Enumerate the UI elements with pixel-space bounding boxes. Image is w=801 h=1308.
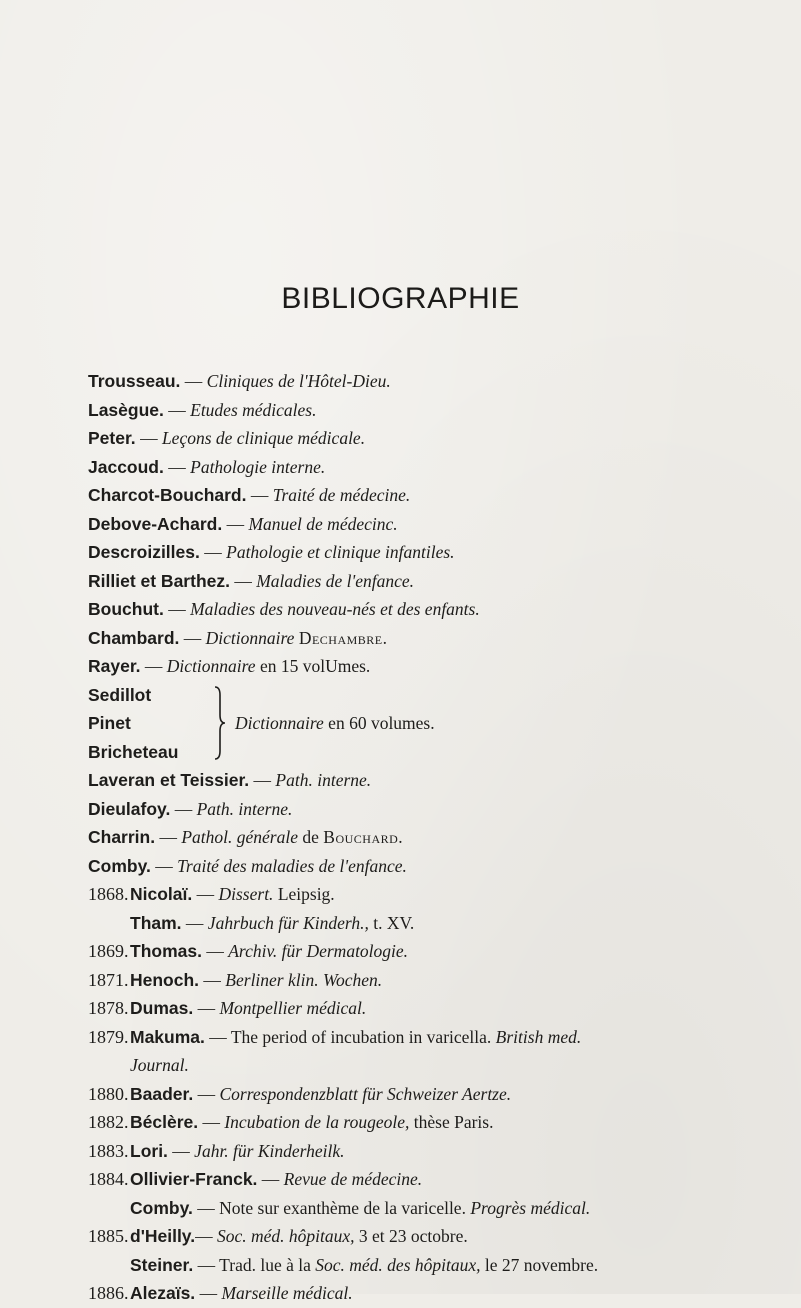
entry-author: Debove-Achard. (88, 513, 223, 534)
entry-details: Leipsig. (273, 884, 335, 904)
entry-author: Dieulafoy. (88, 798, 171, 819)
entry-year: 1871. (88, 969, 129, 990)
bibliography-entry (88, 1051, 189, 1079)
entry-year: 1882. (88, 1112, 129, 1132)
bibliography-entry (88, 937, 408, 965)
entry-separator: — (249, 770, 276, 790)
bibliography-entry (88, 481, 410, 509)
entry-work: Cliniques de l'Hôtel-Dieu. (206, 371, 391, 391)
entry-year: 1879. (88, 1026, 129, 1047)
entry-separator: — (199, 969, 226, 990)
bibliography-entry (88, 538, 455, 566)
entry-work: Dictionnaire (235, 713, 324, 733)
entry-details: en 15 volUmes. (255, 656, 371, 676)
entry-work: Leçons de clinique médicale. (161, 428, 366, 448)
entry-work: Dictionnaire (166, 656, 256, 676)
entry-author: Dumas. (130, 998, 194, 1018)
entry-work: Revue de médecine. (283, 1169, 423, 1189)
entry-work: Dissert. (218, 884, 274, 904)
entry-separator: — (204, 1026, 231, 1047)
entry-author: Ollivier-Franck. (130, 1169, 258, 1189)
entry-separator: — (135, 428, 162, 448)
entry-separator: — (193, 998, 220, 1018)
entry-author: Bricheteau (88, 741, 179, 762)
entry-separator: — (198, 1112, 225, 1132)
entry-author: Tham. (130, 912, 182, 933)
entry-work: Pathologie interne. (190, 456, 326, 477)
bibliography-entry (88, 1194, 590, 1222)
entry-work: Etudes médicales. (190, 399, 317, 420)
entry-author: d'Heilly. (130, 1226, 196, 1246)
entry-author: Lasègue. (88, 399, 164, 420)
entry-author: Béclère. (130, 1112, 199, 1132)
entry-author: Descroizilles. (88, 542, 200, 562)
entry-work: Pathologie et clinique infantiles. (226, 542, 455, 562)
entry-separator: — (170, 798, 197, 819)
entry-work: Traité des maladies de l'enfance. (177, 855, 407, 876)
entry-separator: — (163, 456, 191, 477)
entry-author: Trousseau. (88, 371, 181, 391)
entry-author: Nicolaï. (130, 884, 193, 904)
entry-details: thèse Paris. (409, 1112, 494, 1132)
entry-separator: — (167, 1140, 195, 1161)
bibliography-entry (88, 1222, 468, 1250)
entry-work: Incubation de la rougeole, (224, 1112, 410, 1132)
entry-separator: — (180, 371, 207, 391)
entry-author: Makuma. (130, 1026, 205, 1047)
entry-author: Laveran et Teissier. (88, 770, 250, 790)
entry-separator: — (195, 1226, 217, 1246)
entry-author: Sedillot (88, 684, 152, 705)
entry-work: Maladies de l'enfance. (256, 570, 415, 591)
entry-author: Thomas. (130, 941, 202, 961)
entry-author: Charrin. (88, 827, 156, 847)
entry-separator: — (140, 656, 167, 676)
entry-separator: — (257, 1169, 284, 1189)
entry-author: Pinet (88, 713, 131, 733)
entry-work: Path. interne. (196, 798, 293, 819)
entry-author: Alezaïs. (130, 1283, 196, 1303)
entry-author: Rayer. (88, 656, 141, 676)
bibliography-entry (88, 510, 398, 538)
entry-author: Lori. (130, 1140, 168, 1161)
entry-details: Trad. lue à la (219, 1254, 316, 1275)
entry-author: Chambard. (88, 627, 180, 648)
entry-year: 1868. (88, 884, 129, 904)
bibliography-entry (88, 624, 388, 652)
entry-author: Jaccoud. (88, 456, 164, 477)
entry-work: Traité de médecine. (272, 485, 411, 505)
entry-work: Journal. (130, 1055, 189, 1075)
entry-work: Marseille médical. (221, 1283, 353, 1303)
bibliography-entry (88, 595, 480, 623)
entry-year: 1883. (88, 1140, 129, 1161)
brace-author-line (88, 681, 151, 709)
entry-separator: — (193, 1083, 220, 1104)
entry-separator: — (192, 1197, 220, 1218)
entry-author: Rilliet et Barthez. (88, 570, 230, 591)
entry-work: Correspondenzblatt für Schweizer Aertze. (219, 1083, 512, 1104)
entry-author: Steiner. (130, 1254, 194, 1275)
page-title: BIBLIOGRAPHIE (281, 282, 520, 315)
entry-separator: — (195, 1283, 222, 1303)
entry-work: Maladies des nouveau-nés et des enfants. (190, 599, 480, 619)
entry-work: Manuel de médecinc. (248, 513, 398, 534)
entry-separator: — (163, 599, 191, 619)
entry-separator: — (201, 941, 229, 961)
entry-separator: — (163, 399, 191, 420)
entry-separator: — (229, 570, 257, 591)
entry-author: Bouchut. (88, 599, 164, 619)
bibliography-entry (88, 852, 407, 880)
entry-separator: — (181, 912, 208, 933)
entry-work: Archiv. für Dermatologie. (228, 941, 409, 961)
entry-details: Note sur exanthème de la varicelle. (219, 1197, 471, 1218)
entry-details: The period of incubation in varicella. (230, 1026, 496, 1047)
bibliography-entry (88, 1251, 598, 1279)
entry-work: Path. interne. (275, 770, 372, 790)
entry-details: 3 et 23 octobre. (354, 1226, 468, 1246)
bibliography-entry (88, 567, 414, 595)
entry-details: en 60 volumes. (323, 713, 435, 733)
entry-work: Berliner klin. Wochen. (225, 969, 383, 990)
entry-journal: Soc. méd. des hôpitaux, (315, 1254, 481, 1275)
entry-work: Dictionnaire (205, 627, 295, 648)
bibliography-entry (88, 1080, 511, 1108)
entry-details: t. XV. (368, 912, 415, 933)
brace-author-line (88, 709, 131, 737)
entry-author: Baader. (130, 1083, 194, 1104)
bibliography-entry (88, 1137, 345, 1165)
entry-separator: — (222, 513, 249, 534)
entry-journal: British med. (495, 1026, 582, 1047)
entry-author: Comby. (88, 855, 151, 876)
bibliography-entry (88, 909, 414, 937)
entry-separator: — (155, 827, 182, 847)
entry-author: Henoch. (130, 969, 200, 990)
entry-year: 1878. (88, 998, 129, 1018)
entry-work: Montpellier médical. (219, 998, 367, 1018)
bibliography-entry (88, 795, 292, 823)
bibliography-entry (88, 880, 335, 908)
entry-year: 1886. (88, 1283, 129, 1303)
bibliography-entry (88, 367, 391, 395)
entry-work: Jahrbuch für Kinderh., (207, 912, 369, 933)
right-brace-icon (213, 681, 227, 765)
entry-work: Soc. méd. hôpitaux, (216, 1226, 355, 1246)
entry-separator: — (192, 884, 219, 904)
bibliography-entry (88, 966, 382, 994)
entry-year: 1884. (88, 1169, 129, 1189)
bibliography-entry (88, 1108, 493, 1136)
bibliography-entry (88, 1279, 353, 1307)
bibliography-entry (88, 652, 370, 680)
entry-work: Pathol. générale (181, 827, 298, 847)
entry-separator: — (246, 485, 273, 505)
bibliography-entry (88, 424, 365, 452)
entry-details: de (298, 827, 324, 847)
entry-author: Charcot-Bouchard. (88, 485, 247, 505)
bibliography-entry (88, 994, 366, 1022)
entry-year: 1885. (88, 1226, 129, 1246)
entry-author: Peter. (88, 428, 136, 448)
entry-smallcaps: Dechambre. (298, 627, 388, 648)
brace-reference (235, 709, 435, 737)
entry-separator: — (179, 627, 206, 648)
entry-separator: — (150, 855, 178, 876)
entry-work: Jahr. für Kinderheilk. (194, 1140, 345, 1161)
bibliography-entry (88, 1023, 581, 1051)
bibliography-entry (88, 396, 316, 424)
entry-separator: — (193, 1254, 220, 1275)
entry-author: Comby. (130, 1197, 193, 1218)
entry-year: 1880. (88, 1083, 129, 1104)
brace-author-line (88, 738, 178, 766)
bibliography-entry (88, 766, 371, 794)
bibliography-entry (88, 1165, 422, 1193)
entry-journal: Progrès médical. (470, 1197, 591, 1218)
entry-details: le 27 novembre. (480, 1254, 599, 1275)
bibliography-entry (88, 453, 325, 481)
entry-separator: — (199, 542, 227, 562)
bibliography-entry (88, 823, 403, 851)
entry-year: 1869. (88, 941, 129, 961)
entry-smallcaps: Bouchard. (323, 827, 404, 847)
